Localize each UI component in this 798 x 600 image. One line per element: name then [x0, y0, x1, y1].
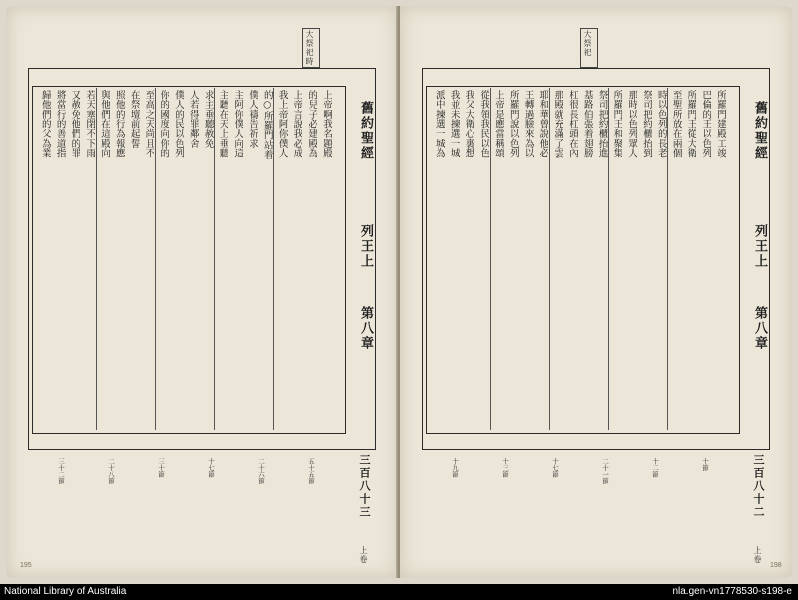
text-column: 主聽在天上垂聽 [217, 90, 229, 158]
text-column: 主阿你僕人向這 [232, 90, 244, 158]
column-rule [549, 88, 550, 430]
footnote: 十節 [701, 458, 709, 471]
text-column: 求主垂聽赦免 [202, 90, 214, 149]
left-running-title: 舊約聖經 [358, 101, 373, 161]
footnote: 三十節 [157, 458, 165, 478]
text-column: 祭司把約櫃抬到 [640, 90, 652, 158]
right-side-note [580, 28, 598, 68]
text-column: 至高之天尚且不 [143, 90, 155, 158]
text-column: 巴倫的王以色列 [700, 90, 712, 158]
footnote: 二十一節 [601, 458, 609, 484]
text-column: 時以色列的長老 [655, 90, 667, 158]
left-book-title: 列王上 [358, 224, 373, 269]
text-column: 基路伯張着翅膀 [581, 90, 593, 158]
footnote: 十七節 [207, 458, 215, 478]
left-scan-number: 195 [20, 562, 32, 569]
right-page-number: 三百八十二 [752, 454, 765, 519]
text-column: 我並未揀選一城 [448, 90, 460, 158]
text-column: 若天塞閉不下雨 [84, 90, 96, 158]
right-scan-number: 198 [770, 562, 782, 569]
right-side-note-text: 大祭祀 [583, 30, 592, 57]
text-column: 歸他們的父為業 [39, 90, 51, 158]
left-side-note [302, 28, 320, 68]
footnote: 三十二節 [57, 458, 65, 484]
text-column: 人若得罪鄰舍 [187, 90, 199, 149]
text-column: 又赦免他們的罪 [69, 90, 81, 158]
column-rule [273, 88, 274, 430]
footer-identifier: nla.gen-vn1778530-s198-e [672, 586, 792, 597]
text-column: 所羅門王和聚集 [611, 90, 623, 158]
footnote: 二十八節 [107, 458, 115, 484]
text-column: 祭司把約櫃抬進 [596, 90, 608, 158]
footnote: 五十五節 [307, 458, 315, 484]
footnote: 十二節 [651, 458, 659, 478]
right-book-title: 列王上 [752, 224, 767, 269]
text-column: 從我領我民以色 [478, 90, 490, 158]
text-column: 至聖所放在兩個 [670, 90, 682, 158]
text-column: 上帝啊我名題殿 [320, 90, 332, 158]
column-rule [155, 88, 156, 430]
footnote: 十九節 [451, 458, 459, 478]
text-column: 照他的行為報應 [113, 90, 125, 158]
text-column: 在祭壇前起誓 [128, 90, 140, 149]
left-chapter-title: 第八章 [358, 306, 373, 351]
text-column: 派中揀選一城為 [433, 90, 445, 158]
text-column: 我父大衛心裏想 [463, 90, 475, 158]
text-column: 王轉過臉來為以 [522, 90, 534, 158]
column-rule [608, 88, 609, 430]
text-column: 的○所羅門站着 [261, 90, 273, 160]
column-rule [96, 88, 97, 430]
text-column: 將當行的善道指 [54, 90, 66, 158]
column-rule [214, 88, 215, 430]
column-rule [667, 88, 668, 430]
text-column: 我上帝阿你僕人 [276, 90, 288, 158]
right-running-title: 舊約聖經 [752, 101, 767, 161]
text-column: 所羅門王從大衛 [685, 90, 697, 158]
left-page [6, 6, 398, 578]
text-column: 僕人的民以色列 [172, 90, 184, 158]
left-page-number: 三百八十三 [358, 454, 371, 519]
text-column: 所羅門說以色列 [507, 90, 519, 158]
footnote: 十七節 [551, 458, 559, 478]
left-volume-mark: 上卷 [359, 546, 368, 564]
text-column: 僕人禱告祈求 [246, 90, 258, 149]
footnote: 二十六節 [257, 458, 265, 484]
text-column: 上帝是應當稱頌 [492, 90, 504, 158]
text-column: 那殿就充滿了雲 [552, 90, 564, 158]
text-column: 的兒子必建殿為 [306, 90, 318, 158]
footer-credit: National Library of Australia [4, 586, 127, 597]
text-column: 上帝言說我必成 [291, 90, 303, 158]
column-rule [490, 88, 491, 430]
text-column: 杠很長杠頭在內 [566, 90, 578, 158]
text-column: 所羅門建殿工竣 [714, 90, 726, 158]
right-volume-mark: 上卷 [753, 546, 762, 564]
right-page [400, 6, 792, 578]
left-header-rule [32, 86, 344, 87]
text-column: 與他們在這殿向 [98, 90, 110, 158]
text-column: 那時以色列眾人 [626, 90, 638, 158]
left-side-note-text: 大祭祀時 [305, 30, 314, 66]
right-chapter-title: 第八章 [752, 306, 767, 351]
footer-bar [0, 584, 798, 600]
footnote: 十三節 [501, 458, 509, 478]
right-header-rule [426, 86, 738, 87]
text-column: 你的國度向你的 [158, 90, 170, 158]
text-column: 耶和華曾說他必 [537, 90, 549, 158]
